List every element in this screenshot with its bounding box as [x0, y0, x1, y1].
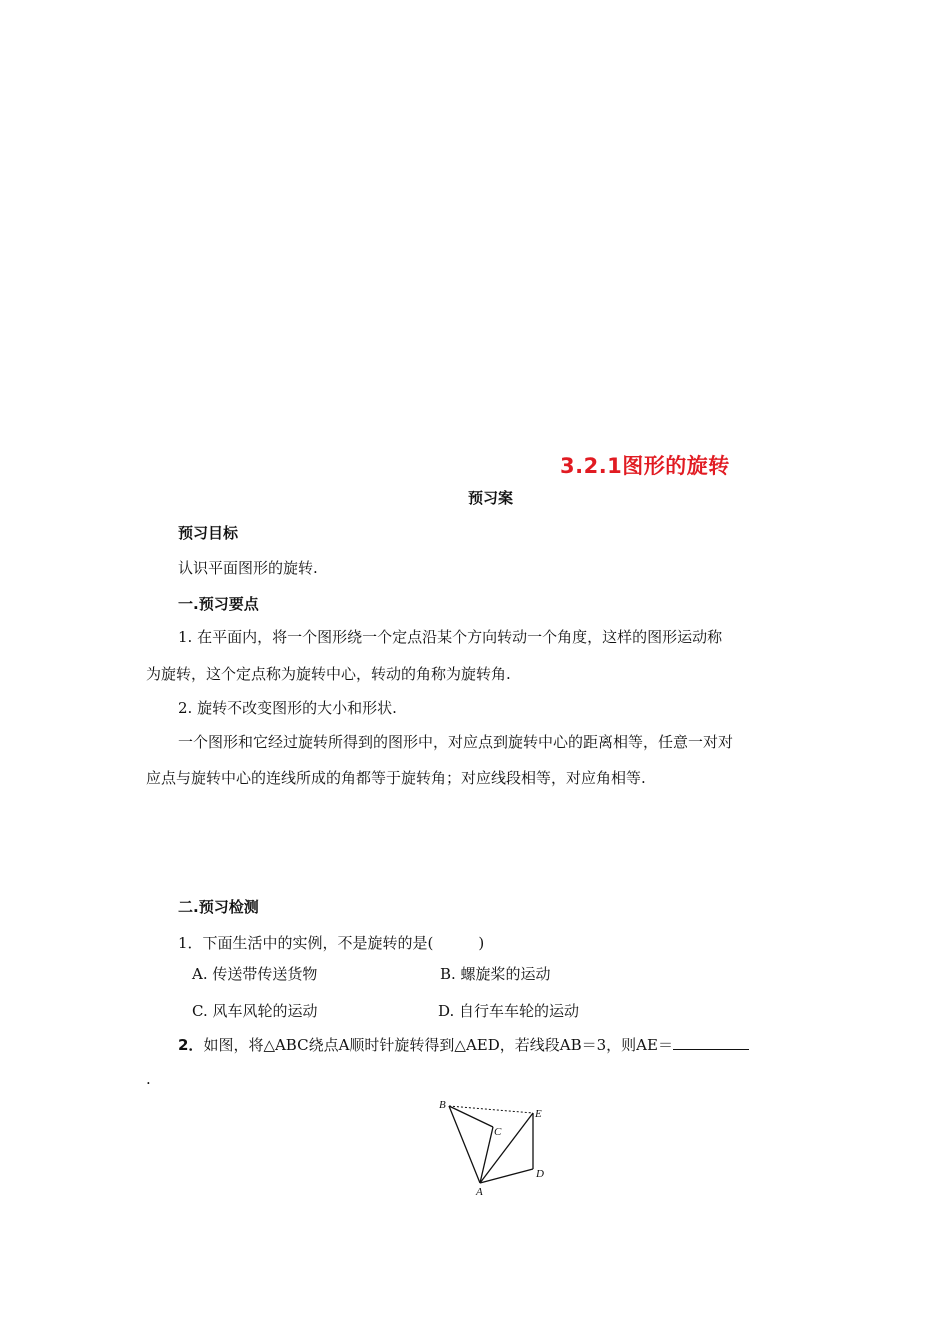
segment-ba [449, 1106, 480, 1183]
section1-heading: 一.预习要点 [178, 595, 259, 613]
point-label-d: D [536, 1168, 544, 1180]
q2-end-mark: . [146, 1070, 151, 1088]
point-label-c: C [494, 1126, 502, 1138]
point-label-a: A [476, 1186, 483, 1198]
page-subtitle: 预习案 [468, 489, 514, 507]
point-label-e: E [535, 1108, 542, 1120]
section1-para-line2: 应点与旋转中心的连线所成的角都等于旋转角；对应线段相等，对应角相等. [146, 769, 646, 787]
q1-option-b: B. 螺旋桨的运动 [440, 965, 551, 983]
q2-answer-blank[interactable] [673, 1035, 749, 1050]
point-label-b: B [439, 1099, 446, 1111]
section1-item1-line1: 1. 在平面内，将一个图形绕一个定点沿某个方向转动一个角度，这样的图形运动称 [178, 628, 723, 646]
section1-item2: 2. 旋转不改变图形的大小和形状. [178, 699, 397, 717]
section2-heading: 二.预习检测 [178, 898, 259, 916]
section1-para-line1: 一个图形和它经过旋转所得到的图形中，对应点到旋转中心的距离相等，任意一对对 [178, 733, 734, 751]
q2-line [178, 1034, 749, 1055]
q1-option-d: D. 自行车车轮的运动 [438, 1002, 580, 1020]
rotation-figure [430, 1095, 560, 1205]
q2-stem: 如图，将△ABC绕点A顺时针旋转得到△AED，若线段AB＝3，则AE＝ [203, 1036, 673, 1054]
q2-number: 2． [178, 1036, 204, 1054]
page-title: 3.2.1图形的旋转 [560, 454, 730, 478]
segment-da [480, 1169, 533, 1183]
q1-stem: 1．下面生活中的实例，不是旋转的是( ) [178, 934, 485, 952]
goal-text: 认识平面图形的旋转. [178, 559, 318, 577]
q1-option-a: A. 传送带传送货物 [192, 965, 318, 983]
q1-option-c: C. 风车风轮的运动 [192, 1002, 318, 1020]
section1-item1-line2: 为旋转，这个定点称为旋转中心，转动的角称为旋转角. [146, 665, 511, 683]
goal-heading: 预习目标 [178, 524, 239, 542]
